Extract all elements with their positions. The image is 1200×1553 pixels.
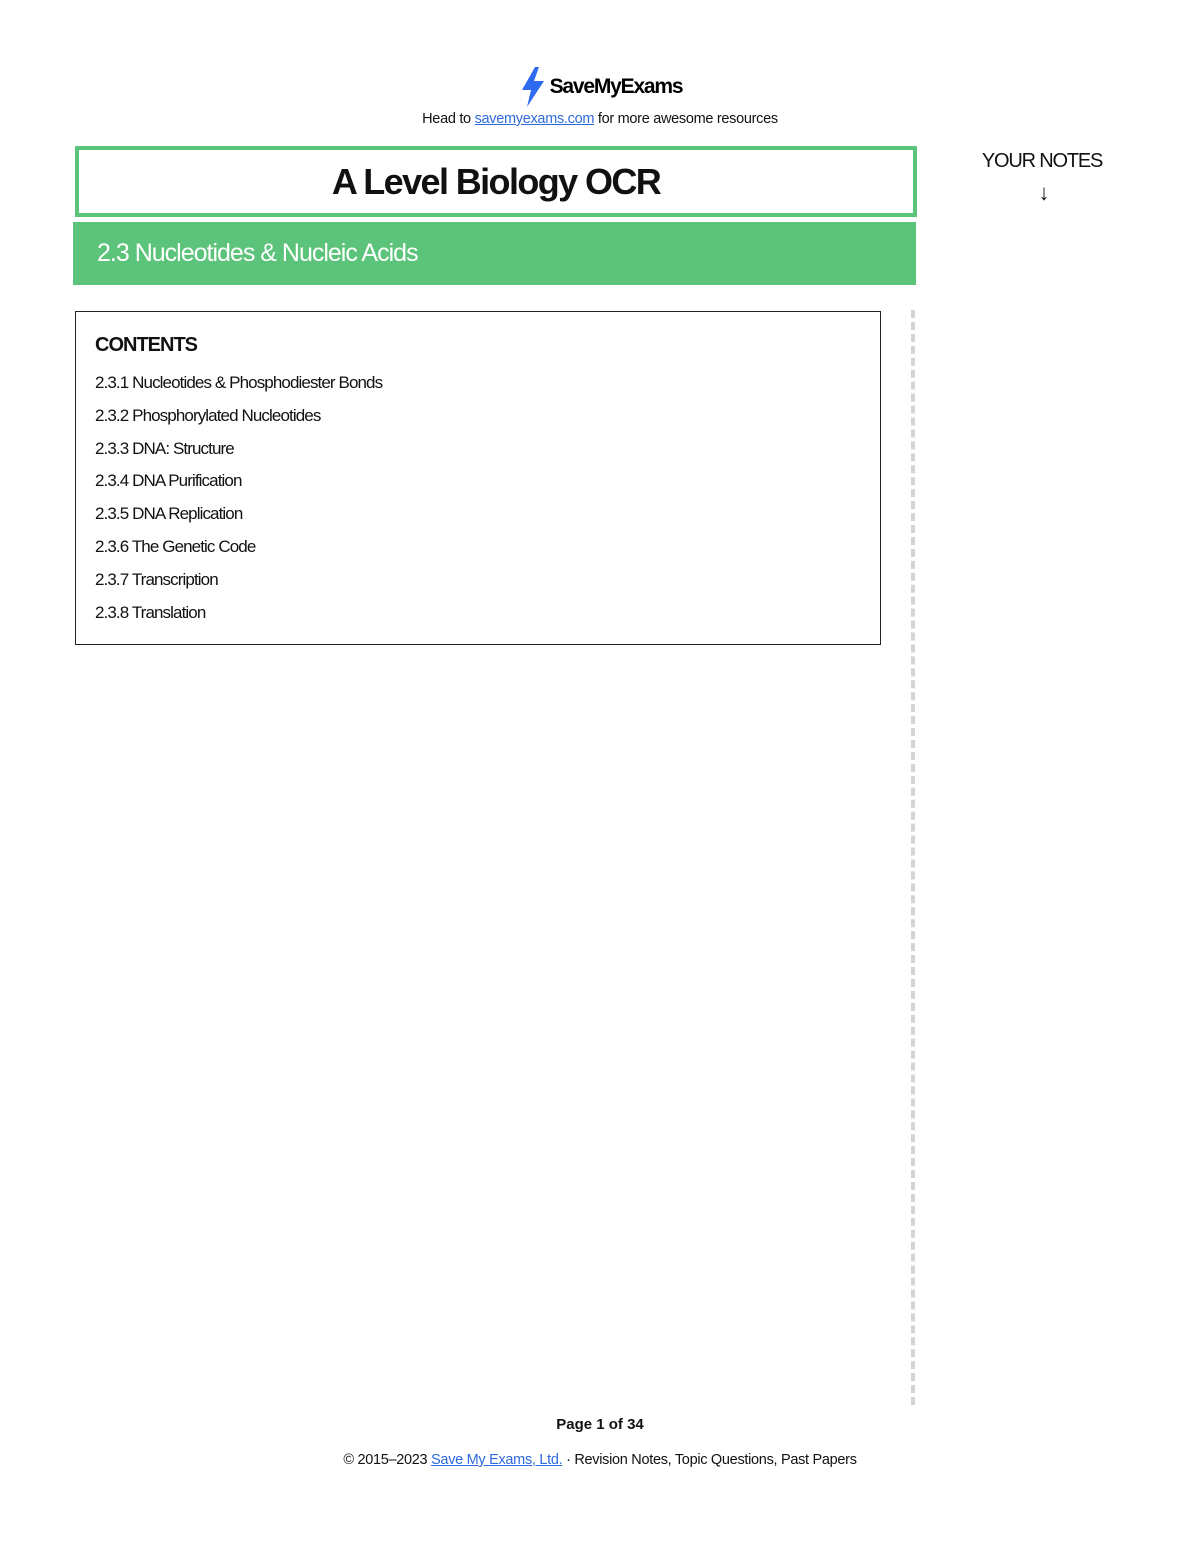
brand-name: SaveMyExams xyxy=(549,75,683,98)
notes-divider xyxy=(911,310,915,1405)
site-link[interactable]: savemyexams.com xyxy=(474,111,595,127)
contents-item[interactable]: 2.3.8 Translation xyxy=(95,602,206,622)
contents-item[interactable]: 2.3.4 DNA Purification xyxy=(95,471,242,491)
tagline-suffix: for more awesome resources xyxy=(594,111,778,127)
contents-box xyxy=(75,311,881,645)
your-notes-label: YOUR NOTES xyxy=(981,150,1103,172)
copyright-prefix: © 2015–2023 xyxy=(343,1452,432,1468)
lightning-bolt-icon xyxy=(518,66,548,108)
down-arrow-icon: ↓ xyxy=(1038,180,1050,205)
page-number: Page 1 of 34 xyxy=(556,1416,644,1433)
contents-item[interactable]: 2.3.3 DNA: Structure xyxy=(95,438,234,458)
tagline xyxy=(0,111,1200,127)
contents-item[interactable]: 2.3.6 The Genetic Code xyxy=(95,536,256,556)
footer-copyright xyxy=(0,1452,1200,1468)
contents-item[interactable]: 2.3.1 Nucleotides & Phosphodiester Bonds xyxy=(95,373,383,392)
contents-heading: CONTENTS xyxy=(95,334,197,356)
contents-item[interactable]: 2.3.5 DNA Replication xyxy=(95,504,243,524)
section-title: 2.3 Nucleotides & Nucleic Acids xyxy=(97,239,418,267)
contents-list xyxy=(95,371,382,633)
site-logo[interactable] xyxy=(0,66,1200,108)
document-title: A Level Biology OCR xyxy=(331,160,661,202)
company-link[interactable]: Save My Exams, Ltd. xyxy=(431,1452,563,1468)
copyright-suffix: · Revision Notes, Topic Questions, Past Papers xyxy=(562,1452,857,1468)
contents-item[interactable]: 2.3.2 Phosphorylated Nucleotides xyxy=(95,405,321,425)
section-banner xyxy=(73,222,916,285)
tagline-prefix: Head to xyxy=(422,111,475,127)
contents-item[interactable]: 2.3.7 Transcription xyxy=(95,569,218,589)
document-title-box xyxy=(75,146,917,217)
